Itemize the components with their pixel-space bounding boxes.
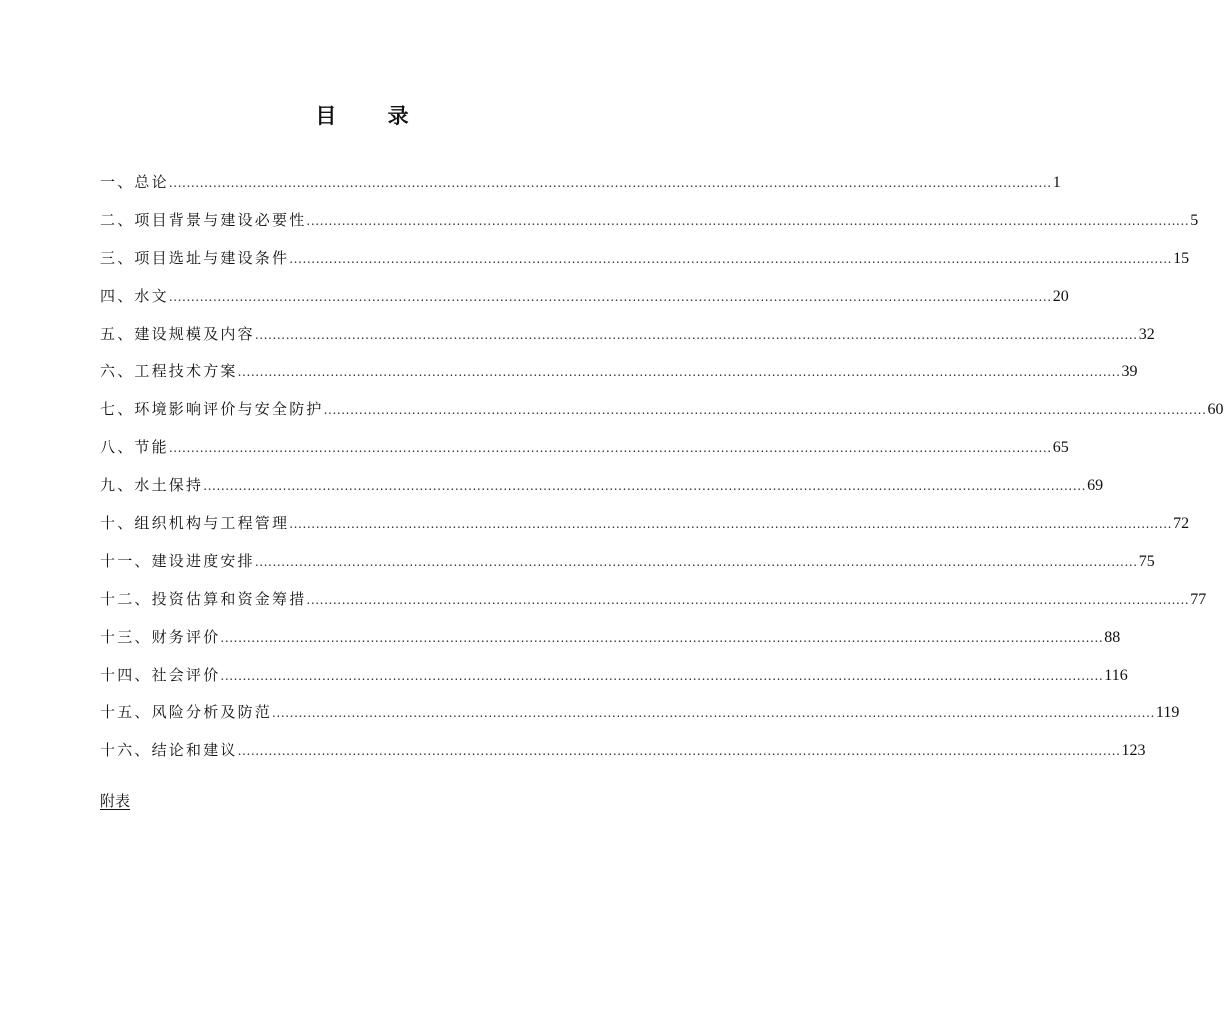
toc-entry[interactable] — [100, 360, 1138, 398]
toc-entry-label: 九、水土保持 — [100, 476, 204, 495]
toc-dot-leader: ........................................................................................................................................................................................................ — [220, 668, 1104, 683]
toc-dot-leader: ........................................................................................................................................................................................................ — [237, 365, 1121, 380]
toc-entry-label: 六、工程技术方案 — [100, 362, 238, 381]
toc-entry[interactable] — [100, 209, 1199, 247]
toc-entry-page-number: 20 — [1052, 287, 1069, 305]
toc-dot-leader: ........................................................................................................................................................................................................ — [254, 554, 1138, 569]
toc-entry[interactable] — [100, 626, 1121, 664]
toc-dot-leader: ........................................................................................................................................................................................................ — [168, 289, 1052, 304]
toc-entry[interactable] — [100, 512, 1190, 550]
toc-entry[interactable] — [100, 323, 1155, 361]
toc-entry-label: 十二、投资估算和资金筹措 — [100, 589, 307, 608]
toc-entry[interactable] — [100, 701, 1180, 739]
toc-entry[interactable] — [100, 398, 1224, 436]
toc-entry-label: 十一、建设进度安排 — [100, 551, 255, 570]
toc-dot-leader: ........................................................................................................................................................................................................ — [306, 213, 1190, 228]
toc-entry-label: 二、项目背景与建设必要性 — [100, 210, 307, 229]
toc-entry-page-number: 123 — [1121, 742, 1146, 760]
toc-entry[interactable] — [100, 285, 1069, 323]
toc-entry-label: 十五、风险分析及防范 — [100, 703, 273, 722]
toc-entry[interactable] — [100, 588, 1207, 626]
toc-entry-page-number: 69 — [1087, 477, 1104, 495]
toc-entry-label: 四、水文 — [100, 286, 169, 305]
appendix-link[interactable]: 附表 — [100, 792, 131, 810]
toc-entry-label: 十三、财务评价 — [100, 627, 221, 646]
toc-entry[interactable] — [100, 550, 1155, 588]
toc-dot-leader: ........................................................................................................................................................................................................ — [254, 327, 1138, 342]
toc-entry-label: 十、组织机构与工程管理 — [100, 514, 290, 533]
toc-dot-leader: ........................................................................................................................................................................................................ — [289, 251, 1173, 266]
toc-entry-page-number: 75 — [1138, 552, 1155, 570]
toc-dot-leader: ........................................................................................................................................................................................................ — [323, 403, 1207, 418]
toc-entry-page-number: 32 — [1138, 325, 1155, 343]
toc-entry[interactable] — [100, 171, 1061, 209]
toc-entry-page-number: 72 — [1173, 515, 1190, 533]
toc-dot-leader: ........................................................................................................................................................................................................ — [168, 441, 1052, 456]
toc-entry-label: 七、环境影响评价与安全防护 — [100, 400, 324, 419]
toc-entry-page-number: 39 — [1121, 363, 1138, 381]
toc-dot-leader: ........................................................................................................................................................................................................ — [220, 630, 1104, 645]
toc-dot-leader: ........................................................................................................................................................................................................ — [289, 517, 1173, 532]
toc-entry[interactable] — [100, 739, 1146, 777]
toc-dot-leader: ........................................................................................................................................................................................................ — [306, 592, 1190, 607]
toc-entry-page-number: 65 — [1052, 439, 1069, 457]
toc-entry-label: 三、项目选址与建设条件 — [100, 248, 290, 267]
page-title: 目 录 — [315, 104, 431, 128]
toc-entry-label: 十四、社会评价 — [100, 665, 221, 684]
toc-entry-label: 十六、结论和建议 — [100, 741, 238, 760]
toc-entry-page-number: 116 — [1104, 666, 1128, 684]
toc-dot-leader: ........................................................................................................................................................................................................ — [272, 706, 1155, 721]
toc-entry-page-number: 77 — [1190, 590, 1207, 608]
toc-dot-leader: ........................................................................................................................................................................................................ — [168, 176, 1052, 190]
toc-entry-page-number: 15 — [1173, 249, 1190, 267]
toc-entry[interactable] — [100, 474, 1104, 512]
toc-entry-label: 八、节能 — [100, 438, 169, 457]
toc-dot-leader: ........................................................................................................................................................................................................ — [203, 479, 1087, 494]
toc-entry-page-number: 1 — [1052, 174, 1061, 191]
toc-entry[interactable] — [100, 247, 1190, 285]
toc-entry-label: 一、总论 — [100, 173, 169, 191]
toc-entry-page-number: 88 — [1104, 628, 1121, 646]
toc-entry-page-number: 119 — [1155, 704, 1180, 722]
toc-dot-leader: ........................................................................................................................................................................................................ — [237, 744, 1121, 759]
toc-entry[interactable] — [100, 436, 1069, 474]
toc-entry[interactable] — [100, 664, 1128, 702]
table-of-contents — [100, 171, 1224, 777]
toc-entry-page-number: 60 — [1207, 401, 1224, 419]
toc-entry-page-number: 5 — [1190, 211, 1199, 229]
toc-entry-label: 五、建设规模及内容 — [100, 324, 255, 343]
